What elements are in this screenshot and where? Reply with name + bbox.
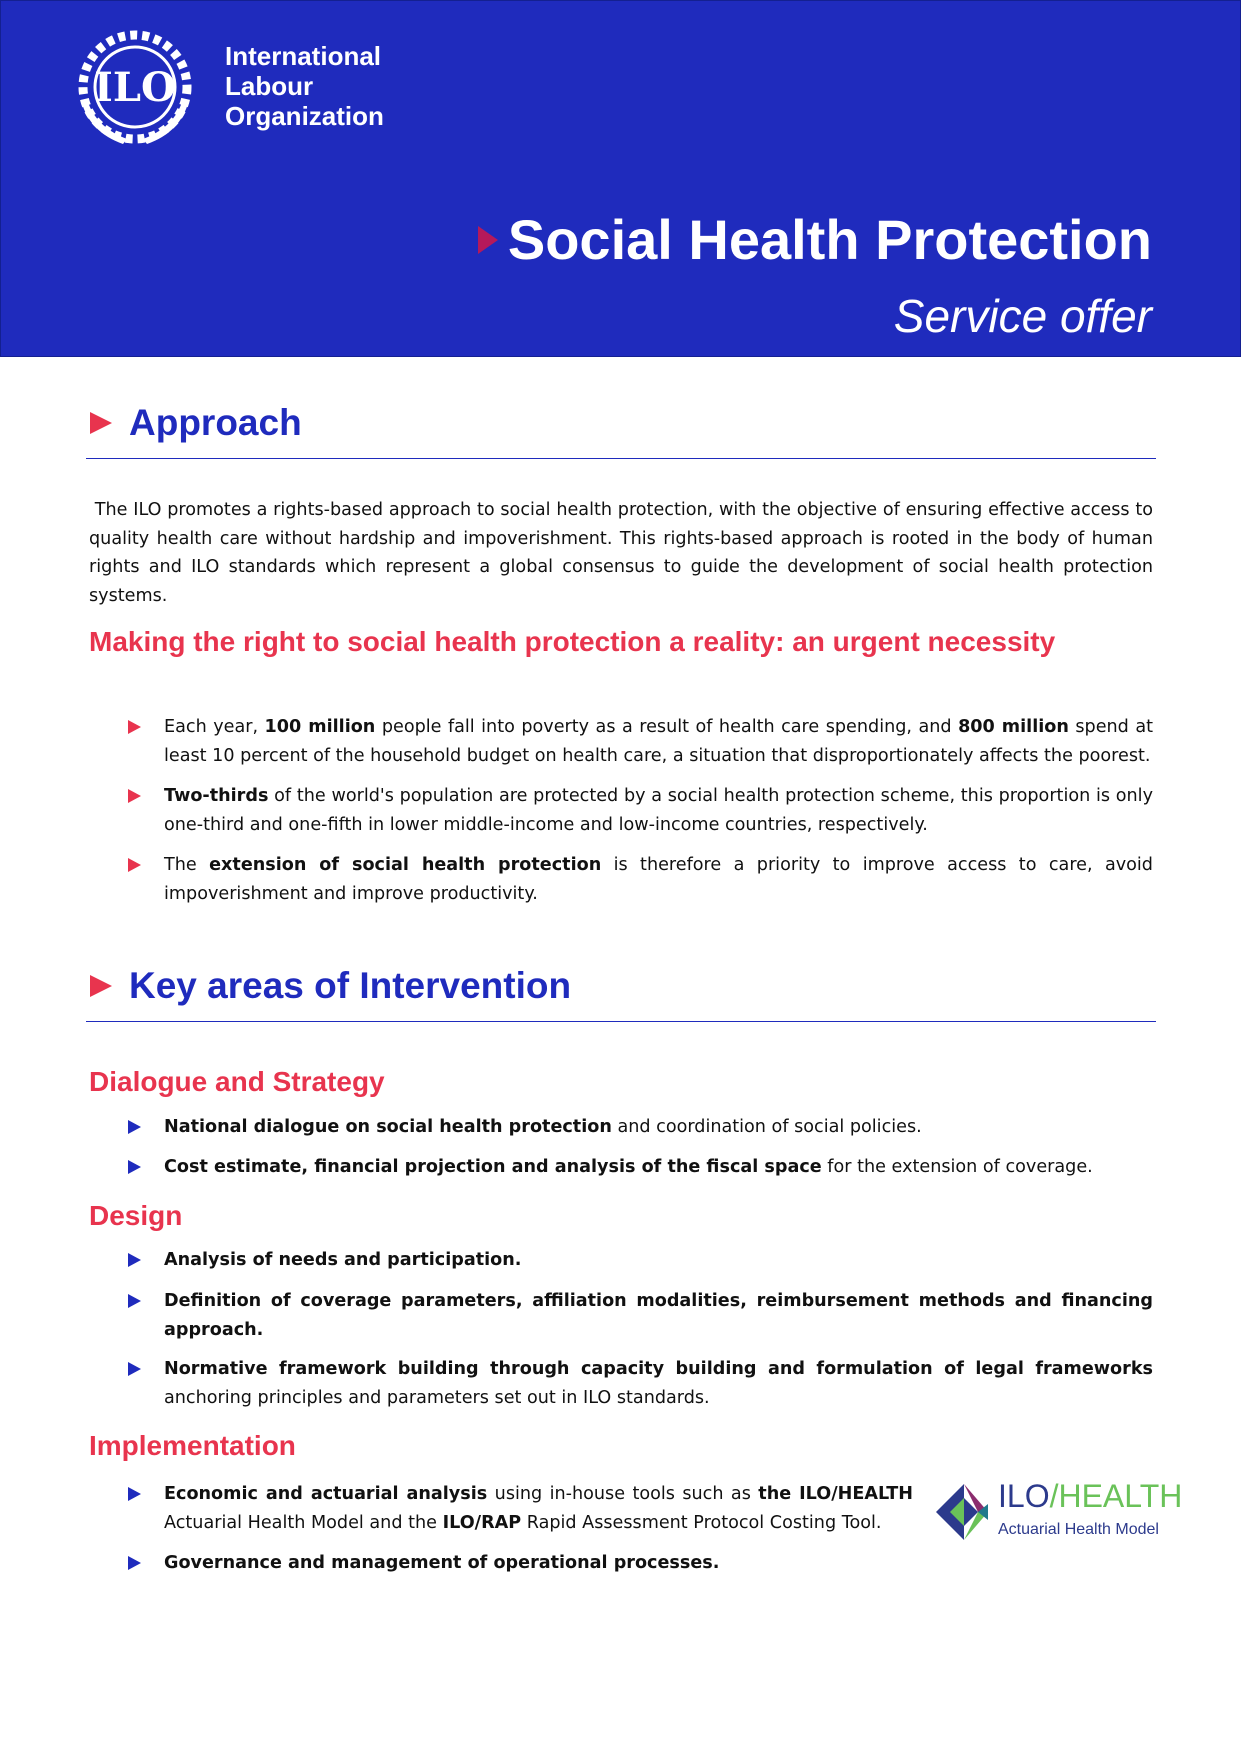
bullet-triangle-icon <box>128 1362 141 1376</box>
section-heading-approach: Approach <box>90 402 302 444</box>
list-item: National dialogue on social health protection and coordination of social policies. <box>128 1113 1153 1142</box>
list-item: Two-thirds of the world's population are protected by a social health protection scheme, this proportion is only one-third and one-fifth in lower middle-income and low-income countries, respectively. <box>128 782 1153 839</box>
bullet-triangle-icon <box>128 1253 141 1267</box>
list-item: Economic and actuarial analysis using in-house tools such as the ILO/HEALTH Actuarial Health Model and the ILO/RAP Rapid Assessment Protocol Costing Tool. <box>128 1480 913 1537</box>
page-title-row <box>478 207 1152 272</box>
triangle-icon <box>90 975 112 997</box>
bullet-triangle-icon <box>128 1294 141 1308</box>
approach-paragraph: The ILO promotes a rights-based approach to social health protection, with the objective of ensuring effective access to quality health care without hardship and impoverishment. This rights-based approach is rooted in the body of human rights and ILO standards which represent a global consensus to guide the development of social health protection systems. <box>89 500 1154 606</box>
list-item: Cost estimate, financial projection and analysis of the fiscal space for the extension of coverage. <box>128 1153 1153 1182</box>
bullet-triangle-icon <box>128 1120 141 1134</box>
header-banner <box>0 0 1241 357</box>
urgent-necessity-heading: Making the right to social health protection a reality: an urgent necessity <box>89 626 1056 657</box>
page-title: Social Health Protection <box>507 208 1152 271</box>
bullet-triangle-icon <box>128 1160 141 1174</box>
dialogue-strategy-heading: Dialogue and Strategy <box>89 1066 385 1097</box>
svg-text:ILO: ILO <box>94 64 176 111</box>
triangle-icon <box>90 412 112 434</box>
implementation-heading: Implementation <box>89 1430 296 1461</box>
ilo-logo <box>65 29 205 151</box>
list-item: The extension of social health protection is therefore a priority to improve access to care, avoid impoverishment and improve productivity. <box>128 851 1153 908</box>
list-item: Definition of coverage parameters, affiliation modalities, reimbursement methods and financing approach. <box>128 1287 1153 1344</box>
section-heading-key-areas: Key areas of Intervention <box>90 965 571 1007</box>
bullet-triangle-icon <box>128 858 141 872</box>
bullet-triangle-icon <box>128 1487 141 1501</box>
design-heading: Design <box>89 1200 183 1231</box>
page-subtitle: Service offer <box>893 290 1152 342</box>
divider <box>86 1021 1156 1022</box>
bullet-triangle-icon <box>128 1556 141 1570</box>
list-item: Normative framework building through capacity building and formulation of legal frameworks anchoring principles and parameters set out in ILO standards. <box>128 1355 1153 1412</box>
list-item: Governance and management of operational processes. <box>128 1549 1153 1578</box>
org-name: International Labour Organization <box>225 41 384 131</box>
list-item: Each year, 100 million people fall into poverty as a result of health care spending, and 800 million spend at least 10 percent of the household budget on health care, a situation that disproportionately affects the poorest. <box>128 713 1153 770</box>
triangle-icon <box>478 226 498 254</box>
list-item: Analysis of needs and participation. <box>128 1246 1153 1275</box>
divider <box>86 458 1156 459</box>
bullet-triangle-icon <box>128 720 141 734</box>
bullet-triangle-icon <box>128 789 141 803</box>
ilo-health-logo: ILO/HEALTH Actuarial Health Model <box>930 1476 1180 1548</box>
triangle-mosaic-icon <box>930 1476 992 1548</box>
